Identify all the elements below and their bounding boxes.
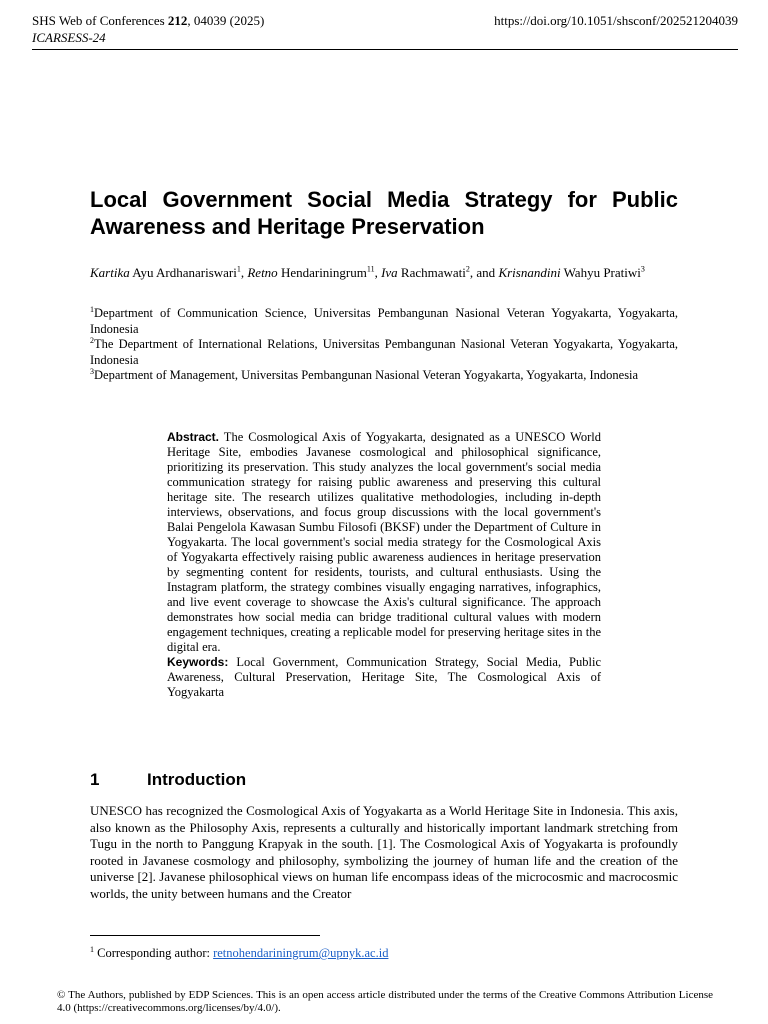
author: Iva Rachmawati$^2$, and (381, 264, 499, 280)
author: Kartika Ayu Ardhanariswari$^1$, (90, 264, 248, 280)
affiliation-list (90, 306, 678, 384)
affiliation: $^1$Department of Communication Science, Universitas Pembangunan Nasional Veteran Yogyakarta, Yogyakarta, Indonesia (90, 304, 678, 336)
author: Krisnandini Wahyu Pratiwi$^3$ (498, 264, 645, 280)
paper-title: Local Government Social Media Strategy for Public Awareness and Heritage Preservation (90, 187, 678, 239)
author-email-link[interactable]: retnohendariningrum@upnyk.ac.id (213, 946, 389, 961)
abstract-text: Abstract. The Cosmological Axis of Yogyakarta, designated as a UNESCO World Heritage Site, embodies Javanese cosmological and philosophical significance, prioritizing its preservation. This study analyzes the local government's social media communication strategy for raising public awareness and preserving this cultural heritage site. The research utilizes qualitative methodologies, including in-depth interviews, observations, and focus group discussions with the local government's Balai Pengelola Kawasan Sumbu Filosofi (BKSF) under the Department of Culture in Yogyakarta. The local government's social media strategy for the Cosmological Axis of Yogyakarta effectively raising public awareness audiences in heritage preservation by segmenting content for residents, tourists, and cultural enthusiasts. Using the Instagram platform, the strategy combines visually engaging narratives, infographics, and live event coverage to showcase the Axis's cultural significance. The approach demonstrates how social media can bridge traditional cultural values with modern engagement techniques, creating a replicable model for preserving heritage sites in the digital era. (167, 430, 601, 654)
license-notice: © The Authors, published by EDP Sciences. This is an open access article distributed under the terms of the Creative Commons Attribution License 4.0 (https://creativecommons.org/licenses/by/4.0/). (57, 989, 713, 1014)
journal-citation: SHS Web of Conferences 212, 04039 (2025) (32, 13, 265, 28)
author: Retno Hendariningrum$^{11}$, (247, 264, 382, 280)
footnote: $^1$ Corresponding author: retnohendariningrum@upnyk.ac.id (90, 945, 389, 961)
abstract-label: Abstract. (167, 430, 220, 444)
intro-paragraph: UNESCO has recognized the Cosmological Axis of Yogyakarta as a World Heritage Site in Indonesia. This axis, also known as the Philosophy Axis, represents a culturally and historically important landmark stretching from Tugu in the north to Panggung Krapyak in the south. [1]. The Cosmological Axis of Yogyakarta is profoundly rooted in Javanese cosmology and philosophy, symbolizing the journey of human life and the creation of the universe [2]. Javanese philosophical views on human life encompass ideas of the microcosmic and macrocosmic worlds, the unity between humans and the Creator (90, 803, 678, 901)
header-divider (32, 49, 738, 50)
keywords: Keywords: Local Government, Communication Strategy, Social Media, Public Awareness, Cultural Preservation, Heritage Site, The Cosmological Axis of Yogyakarta (167, 655, 601, 699)
abstract-block (167, 430, 601, 700)
conference-name: ICARSESS-24 (32, 30, 106, 45)
footnote-divider (90, 935, 320, 936)
running-header (32, 12, 738, 46)
keywords-label: Keywords: (167, 655, 229, 669)
section-heading: 1 Introduction (90, 770, 247, 789)
author-list (90, 264, 678, 282)
doi-link[interactable]: https://doi.org/10.1051/shsconf/202521204039 (494, 13, 738, 28)
affiliation: $^2$The Department of International Relations, Universitas Pembangunan Nasional Veteran Yogyakarta, Yogyakarta, Indonesia (90, 335, 678, 367)
affiliation: $^3$Department of Management, Universitas Pembangunan Nasional Veteran Yogyakarta, Yogyakarta, Indonesia (90, 366, 639, 382)
